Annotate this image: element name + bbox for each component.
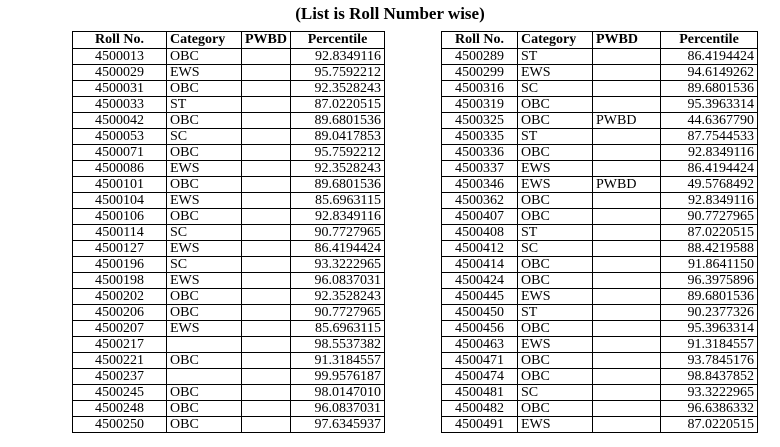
percentile-cell: 86.4194424 <box>291 241 385 257</box>
table-row <box>73 193 385 209</box>
table-row <box>73 257 385 273</box>
category-header: Category <box>167 32 242 49</box>
results-table-left <box>72 31 385 433</box>
pwbd-cell <box>593 161 661 177</box>
pwbd-cell <box>593 145 661 161</box>
pwbd-cell <box>242 113 291 129</box>
category-cell: OBC <box>167 177 242 193</box>
table-row <box>442 257 758 273</box>
table-row <box>73 321 385 337</box>
table-row <box>442 65 758 81</box>
pwbd-cell <box>593 129 661 145</box>
table-row <box>73 161 385 177</box>
table-row <box>442 113 758 129</box>
roll-no-cell: 4500217 <box>73 337 167 353</box>
percentile-cell: 93.3222965 <box>291 257 385 273</box>
category-cell: OBC <box>518 369 593 385</box>
roll-no-cell: 4500407 <box>442 209 518 225</box>
percentile-cell: 91.3184557 <box>661 337 758 353</box>
category-cell: OBC <box>167 385 242 401</box>
roll-no-cell: 4500237 <box>73 369 167 385</box>
roll-no-cell: 4500127 <box>73 241 167 257</box>
table-row <box>442 161 758 177</box>
category-cell: ST <box>518 225 593 241</box>
table-row <box>73 177 385 193</box>
percentile-cell: 90.7727965 <box>291 225 385 241</box>
pwbd-cell <box>593 369 661 385</box>
table-row <box>442 353 758 369</box>
percentile-cell: 87.0220515 <box>291 97 385 113</box>
category-cell: OBC <box>518 353 593 369</box>
percentile-cell: 89.6801536 <box>661 289 758 305</box>
table-row <box>442 49 758 65</box>
roll-no-cell: 4500414 <box>442 257 518 273</box>
pwbd-cell <box>242 209 291 225</box>
roll-no-cell: 4500196 <box>73 257 167 273</box>
percentile-cell: 90.7727965 <box>291 305 385 321</box>
percentile-cell: 95.7592212 <box>291 145 385 161</box>
category-cell: OBC <box>518 257 593 273</box>
roll-no-cell: 4500198 <box>73 273 167 289</box>
roll-no-cell: 4500481 <box>442 385 518 401</box>
pwbd-cell <box>242 49 291 65</box>
percentile-cell: 90.2377326 <box>661 305 758 321</box>
percentile-cell: 97.6345937 <box>291 417 385 433</box>
table-row <box>442 129 758 145</box>
pwbd-cell: PWBD <box>593 177 661 193</box>
category-cell: OBC <box>518 209 593 225</box>
pwbd-cell <box>593 305 661 321</box>
category-cell: OBC <box>167 417 242 433</box>
category-cell: OBC <box>518 321 593 337</box>
table-row <box>442 401 758 417</box>
pwbd-cell <box>593 417 661 433</box>
percentile-cell: 92.8349116 <box>291 209 385 225</box>
percentile-cell: 96.6386332 <box>661 401 758 417</box>
category-cell: OBC <box>167 209 242 225</box>
table-row <box>442 289 758 305</box>
percentile-cell: 90.7727965 <box>661 209 758 225</box>
roll-no-cell: 4500042 <box>73 113 167 129</box>
table-row <box>73 49 385 65</box>
percentile-cell: 87.0220515 <box>661 417 758 433</box>
pwbd-cell <box>242 193 291 209</box>
roll-no-cell: 4500071 <box>73 145 167 161</box>
table-row <box>73 81 385 97</box>
table-row <box>442 145 758 161</box>
pwbd-cell <box>593 289 661 305</box>
pwbd-cell <box>242 289 291 305</box>
category-cell: EWS <box>518 417 593 433</box>
roll-no-header: Roll No. <box>73 32 167 49</box>
category-cell: EWS <box>518 65 593 81</box>
roll-no-cell: 4500337 <box>442 161 518 177</box>
pwbd-cell <box>242 401 291 417</box>
table-row <box>73 129 385 145</box>
roll-no-cell: 4500289 <box>442 49 518 65</box>
percentile-cell: 95.3963314 <box>661 97 758 113</box>
category-cell: ST <box>518 129 593 145</box>
pwbd-header: PWBD <box>242 32 291 49</box>
percentile-cell: 89.0417853 <box>291 129 385 145</box>
table-row <box>73 337 385 353</box>
category-cell: OBC <box>167 145 242 161</box>
category-cell: SC <box>167 257 242 273</box>
roll-no-cell: 4500114 <box>73 225 167 241</box>
roll-no-cell: 4500053 <box>73 129 167 145</box>
roll-no-cell: 4500104 <box>73 193 167 209</box>
pwbd-cell <box>242 353 291 369</box>
percentile-cell: 98.8437852 <box>661 369 758 385</box>
percentile-cell: 44.6367790 <box>661 113 758 129</box>
table-row <box>442 81 758 97</box>
category-cell: EWS <box>167 273 242 289</box>
table-row <box>442 225 758 241</box>
percentile-cell: 96.0837031 <box>291 401 385 417</box>
pwbd-cell <box>593 337 661 353</box>
table-row <box>442 193 758 209</box>
percentile-cell: 92.8349116 <box>291 49 385 65</box>
category-cell: EWS <box>167 241 242 257</box>
pwbd-cell <box>593 97 661 113</box>
pwbd-cell <box>242 257 291 273</box>
category-cell: OBC <box>167 289 242 305</box>
roll-no-cell: 4500362 <box>442 193 518 209</box>
percentile-cell: 96.0837031 <box>291 273 385 289</box>
category-cell <box>167 369 242 385</box>
pwbd-cell <box>593 65 661 81</box>
roll-no-cell: 4500221 <box>73 353 167 369</box>
roll-no-cell: 4500013 <box>73 49 167 65</box>
pwbd-cell <box>242 225 291 241</box>
pwbd-cell <box>593 385 661 401</box>
pwbd-cell <box>593 193 661 209</box>
category-cell: ST <box>518 49 593 65</box>
category-cell: EWS <box>518 161 593 177</box>
table-row <box>442 209 758 225</box>
category-cell: SC <box>167 225 242 241</box>
table-row <box>73 385 385 401</box>
pwbd-cell <box>242 417 291 433</box>
percentile-cell: 95.7592212 <box>291 65 385 81</box>
roll-no-cell: 4500482 <box>442 401 518 417</box>
pwbd-cell <box>593 353 661 369</box>
table-row <box>442 273 758 289</box>
category-cell: EWS <box>167 161 242 177</box>
pwbd-cell <box>593 81 661 97</box>
pwbd-header: PWBD <box>593 32 661 49</box>
roll-no-cell: 4500424 <box>442 273 518 289</box>
category-cell: OBC <box>518 273 593 289</box>
pwbd-cell <box>242 369 291 385</box>
category-cell: EWS <box>167 321 242 337</box>
roll-no-cell: 4500245 <box>73 385 167 401</box>
pwbd-cell <box>593 241 661 257</box>
percentile-cell: 99.9576187 <box>291 369 385 385</box>
category-cell: SC <box>167 129 242 145</box>
roll-no-cell: 4500086 <box>73 161 167 177</box>
category-header: Category <box>518 32 593 49</box>
percentile-cell: 87.7544533 <box>661 129 758 145</box>
pwbd-cell <box>242 65 291 81</box>
pwbd-cell <box>242 321 291 337</box>
table-row <box>73 273 385 289</box>
percentile-cell: 88.4219588 <box>661 241 758 257</box>
percentile-header: Percentile <box>291 32 385 49</box>
category-cell: OBC <box>518 113 593 129</box>
category-cell: SC <box>518 241 593 257</box>
percentile-cell: 93.3222965 <box>661 385 758 401</box>
category-cell: SC <box>518 385 593 401</box>
category-cell: OBC <box>167 401 242 417</box>
roll-no-cell: 4500033 <box>73 97 167 113</box>
percentile-cell: 92.3528243 <box>291 81 385 97</box>
category-cell: ST <box>167 97 242 113</box>
roll-no-cell: 4500299 <box>442 65 518 81</box>
roll-no-cell: 4500474 <box>442 369 518 385</box>
table-header-row <box>442 32 758 49</box>
pwbd-cell <box>242 241 291 257</box>
table-row <box>442 241 758 257</box>
pwbd-cell <box>593 401 661 417</box>
table-row <box>73 225 385 241</box>
pwbd-cell <box>242 161 291 177</box>
percentile-cell: 96.3975896 <box>661 273 758 289</box>
percentile-cell: 49.5768492 <box>661 177 758 193</box>
percentile-cell: 85.6963115 <box>291 321 385 337</box>
roll-no-cell: 4500248 <box>73 401 167 417</box>
percentile-cell: 98.0147010 <box>291 385 385 401</box>
percentile-cell: 92.8349116 <box>661 193 758 209</box>
table-row <box>442 97 758 113</box>
roll-no-cell: 4500450 <box>442 305 518 321</box>
table-row <box>73 353 385 369</box>
table-row <box>73 417 385 433</box>
category-cell: ST <box>518 305 593 321</box>
table-row <box>73 369 385 385</box>
roll-no-cell: 4500412 <box>442 241 518 257</box>
pwbd-cell <box>242 145 291 161</box>
roll-no-cell: 4500206 <box>73 305 167 321</box>
table-row <box>442 337 758 353</box>
percentile-cell: 89.6801536 <box>291 177 385 193</box>
category-cell: EWS <box>518 337 593 353</box>
pwbd-cell <box>242 385 291 401</box>
percentile-cell: 93.7845176 <box>661 353 758 369</box>
percentile-cell: 95.3963314 <box>661 321 758 337</box>
table-row <box>442 177 758 193</box>
category-cell <box>167 337 242 353</box>
category-cell: EWS <box>518 177 593 193</box>
category-cell: OBC <box>167 81 242 97</box>
table-row <box>73 289 385 305</box>
pwbd-cell: PWBD <box>593 113 661 129</box>
pwbd-cell <box>593 257 661 273</box>
percentile-cell: 91.8641150 <box>661 257 758 273</box>
pwbd-cell <box>242 337 291 353</box>
roll-no-cell: 4500031 <box>73 81 167 97</box>
table-row <box>442 369 758 385</box>
category-cell: EWS <box>167 193 242 209</box>
table-row <box>442 321 758 337</box>
table-row <box>73 113 385 129</box>
category-cell: EWS <box>167 65 242 81</box>
percentile-cell: 94.6149262 <box>661 65 758 81</box>
roll-no-cell: 4500029 <box>73 65 167 81</box>
roll-no-cell: 4500456 <box>442 321 518 337</box>
percentile-cell: 87.0220515 <box>661 225 758 241</box>
percentile-cell: 92.3528243 <box>291 289 385 305</box>
roll-no-cell: 4500335 <box>442 129 518 145</box>
table-row <box>73 209 385 225</box>
category-cell: OBC <box>518 401 593 417</box>
table-row <box>73 401 385 417</box>
roll-no-cell: 4500463 <box>442 337 518 353</box>
roll-no-cell: 4500207 <box>73 321 167 337</box>
roll-no-cell: 4500319 <box>442 97 518 113</box>
category-cell: OBC <box>518 193 593 209</box>
category-cell: OBC <box>167 49 242 65</box>
pwbd-cell <box>242 129 291 145</box>
category-cell: OBC <box>167 113 242 129</box>
pwbd-cell <box>242 273 291 289</box>
category-cell: OBC <box>518 97 593 113</box>
table-row <box>442 385 758 401</box>
page-title: (List is Roll Number wise) <box>295 4 485 23</box>
category-cell: SC <box>518 81 593 97</box>
roll-no-cell: 4500325 <box>442 113 518 129</box>
pwbd-cell <box>593 209 661 225</box>
pwbd-cell <box>593 49 661 65</box>
table-row <box>73 97 385 113</box>
roll-no-cell: 4500250 <box>73 417 167 433</box>
roll-no-cell: 4500316 <box>442 81 518 97</box>
category-cell: OBC <box>167 305 242 321</box>
roll-no-cell: 4500445 <box>442 289 518 305</box>
category-cell: OBC <box>518 145 593 161</box>
roll-no-cell: 4500346 <box>442 177 518 193</box>
roll-no-cell: 4500106 <box>73 209 167 225</box>
pwbd-cell <box>242 81 291 97</box>
table-row <box>73 65 385 81</box>
percentile-header: Percentile <box>661 32 758 49</box>
pwbd-cell <box>242 177 291 193</box>
percentile-cell: 86.4194424 <box>661 49 758 65</box>
roll-no-cell: 4500471 <box>442 353 518 369</box>
table-row <box>73 241 385 257</box>
roll-no-cell: 4500101 <box>73 177 167 193</box>
roll-no-cell: 4500336 <box>442 145 518 161</box>
roll-no-header: Roll No. <box>442 32 518 49</box>
roll-no-cell: 4500408 <box>442 225 518 241</box>
pwbd-cell <box>593 225 661 241</box>
roll-no-cell: 4500491 <box>442 417 518 433</box>
pwbd-cell <box>593 321 661 337</box>
table-row <box>73 145 385 161</box>
pwbd-cell <box>242 305 291 321</box>
category-cell: OBC <box>167 353 242 369</box>
category-cell: EWS <box>518 289 593 305</box>
table-row <box>442 305 758 321</box>
percentile-cell: 92.3528243 <box>291 161 385 177</box>
pwbd-cell <box>242 97 291 113</box>
percentile-cell: 85.6963115 <box>291 193 385 209</box>
percentile-cell: 92.8349116 <box>661 145 758 161</box>
percentile-cell: 98.5537382 <box>291 337 385 353</box>
table-row <box>442 417 758 433</box>
table-header-row <box>73 32 385 49</box>
results-table-right <box>441 31 758 433</box>
roll-no-cell: 4500202 <box>73 289 167 305</box>
table-row <box>73 305 385 321</box>
percentile-cell: 89.6801536 <box>291 113 385 129</box>
percentile-cell: 86.4194424 <box>661 161 758 177</box>
pwbd-cell <box>593 273 661 289</box>
percentile-cell: 89.6801536 <box>661 81 758 97</box>
percentile-cell: 91.3184557 <box>291 353 385 369</box>
